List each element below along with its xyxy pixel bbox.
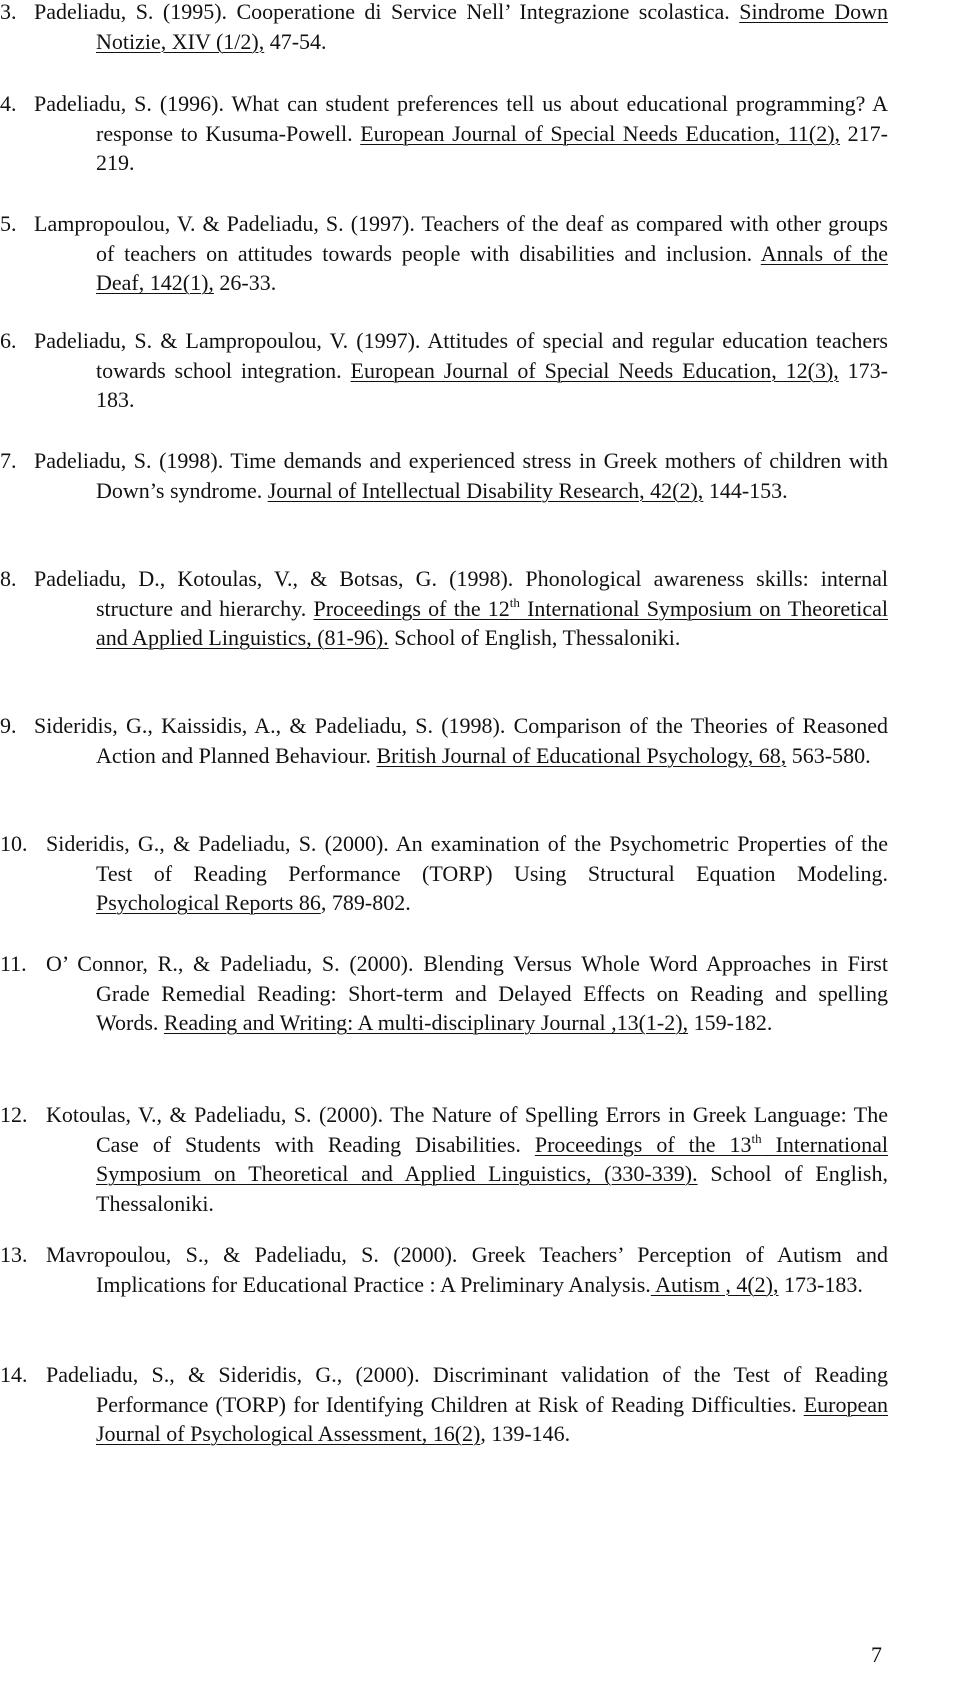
reference-item [0, 1100, 888, 1218]
reference-number: 6. [0, 328, 17, 353]
reference-text: Kotoulas, V., & Padeliadu, S. (2000). The Nature of Spelling Errors in Greek Language: The Case of Students with Reading Disabilities. [46, 1102, 888, 1157]
reference-number: 13. [0, 1242, 28, 1267]
reference-text: Mavropoulou, S., & Padeliadu, S. (2000). Greek Teachers’ Perception of Autism and Implications for Educational Practice : A Preliminary Analysis. [46, 1242, 888, 1297]
reference-pages: 173-183. [778, 1271, 863, 1297]
reference-source-part: International Symposium on Theoretical and Applied Linguistics, (81-96). [96, 595, 888, 650]
reference-source: European Journal of Special Needs Education, 12(3), [350, 357, 839, 383]
reference-item [0, 0, 888, 56]
reference-source: European Journal of Special Needs Education, 11(2), [360, 120, 841, 146]
reference-text: Sideridis, G., & Padeliadu, S. (2000). An examination of the Psychometric Properties of the Test of Reading Performance (TORP) Using Structural Equation Modeling. [46, 831, 888, 886]
reference-text: Padeliadu, S., & Sideridis, G., (2000). Discriminant validation of the Test of Reading Performance (TORP) for Identifying Children at Risk of Reading Difficulties. [46, 1362, 888, 1417]
reference-number: 10. [0, 831, 28, 856]
page-number: 7 [871, 1642, 882, 1667]
reference-number: 3. [0, 0, 17, 24]
reference-item [0, 89, 888, 178]
reference-source-part: International Symposium on Theoretical and Applied Linguistics, (330-339). [96, 1131, 888, 1186]
reference-pages: 47-54. [264, 28, 327, 54]
reference-number: 8. [0, 566, 17, 591]
ordinal-suffix: th [751, 1130, 762, 1146]
reference-text: Padeliadu, S. (1996). What can student preferences tell us about educational programming? A response to Kusuma-Powell. [34, 91, 888, 146]
reference-item [0, 564, 888, 653]
reference-item [0, 209, 888, 298]
reference-number: 9. [0, 713, 17, 738]
reference-pages: 217-219. [96, 120, 888, 175]
reference-text: Padeliadu, D., Kotoulas, V., & Botsas, G. (1998). Phonological awareness skills: internal structure and hierarchy. [34, 566, 888, 621]
reference-number: 11. [0, 951, 27, 976]
reference-pages: , 789-802. [320, 890, 411, 915]
reference-pages: 144-153. [703, 477, 788, 503]
reference-number: 4. [0, 91, 17, 116]
reference-pages: School of English, Thessaloniki. [96, 1161, 888, 1216]
reference-source: European Journal of Psychological Assessment, 16(2) [96, 1391, 888, 1446]
reference-source: Psychological Reports 86 [96, 890, 321, 915]
reference-item [0, 1360, 888, 1449]
reference-source: Annals of the Deaf, 142(1), [96, 240, 889, 295]
reference-text: Padeliadu, S. & Lampropoulou, V. (1997). Attitudes of special and regular education teachers towards school integration. [34, 328, 888, 383]
reference-pages: School of English, Thessaloniki. [388, 625, 681, 650]
reference-pages: 26-33. [213, 270, 277, 295]
reference-text: Padeliadu, S. (1998). Time demands and experienced stress in Greek mothers of children with Down’s syndrome. [34, 448, 888, 503]
reference-text: O’ Connor, R., & Padeliadu, S. (2000). Blending Versus Whole Word Approaches in First Grade Remedial Reading: Short-term and Delayed Effects on Reading and spelling Words. [46, 951, 888, 1035]
reference-item [0, 326, 888, 415]
reference-pages: , 139-146. [480, 1421, 571, 1446]
reference-source: British Journal of Educational Psychology, 68, [376, 742, 787, 768]
reference-source: Autism , 4(2), [650, 1271, 779, 1297]
reference-source-part: Proceedings of the 12 [313, 595, 510, 621]
reference-source: Sindrome Down Notizie, XIV (1/2), [96, 0, 889, 54]
reference-source: Journal of Intellectual Disability Research, 42(2), [267, 477, 704, 503]
reference-item [0, 446, 888, 505]
reference-source: Reading and Writing: A multi-disciplinary Journal ,13(1-2), [163, 1010, 689, 1035]
reference-number: 5. [0, 211, 17, 236]
reference-item [0, 711, 888, 770]
reference-number: 12. [0, 1102, 28, 1127]
reference-text: Sideridis, G., Kaissidis, A., & Padeliadu, S. (1998). Comparison of the Theories of Reasoned Action and Planned Behaviour. [34, 713, 888, 768]
reference-pages: 563-580. [786, 742, 871, 768]
reference-number: 7. [0, 448, 17, 473]
reference-item [0, 949, 888, 1038]
reference-text: Padeliadu, S. (1995). Cooperatione di Service Nell’ Integrazione scolastica. [34, 0, 740, 24]
reference-number: 14. [0, 1362, 28, 1387]
reference-text: Lampropoulou, V. & Padeliadu, S. (1997). Teachers of the deaf as compared with other groups of teachers on attitudes towards people with disabilities and inclusion. [34, 211, 888, 266]
reference-source-part: Proceedings of the 13 [534, 1131, 752, 1157]
ordinal-suffix: th [509, 594, 520, 610]
reference-pages: 159-182. [688, 1010, 773, 1035]
reference-item [0, 1240, 888, 1299]
reference-item [0, 829, 888, 918]
reference-pages: 173-183. [96, 357, 889, 412]
